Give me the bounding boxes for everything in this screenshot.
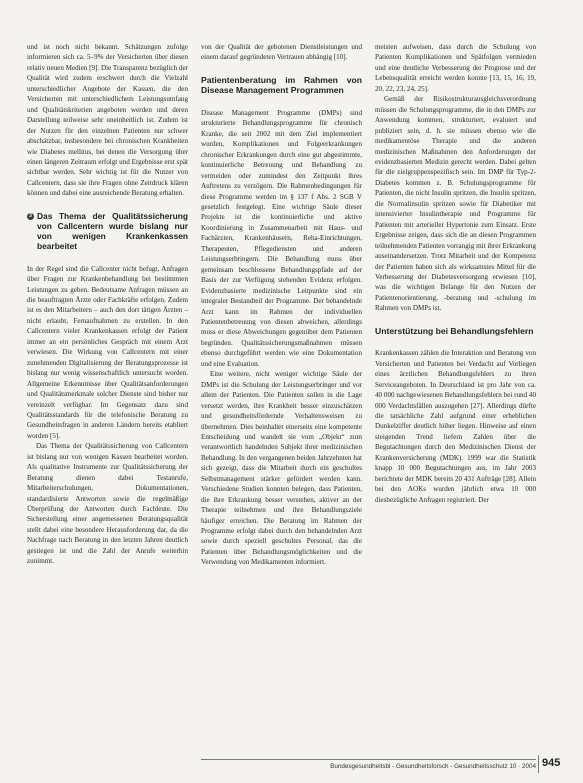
paragraph: Krankenkassen zählen die Interaktion und Beratung von Versicherten und Patienten bei Verdacht auf Vorliegen eines ärztlichen Behandlungsfehlers zu ihren Serviceangeboten. In Deutschland ist pro Jahr von ca. 40 000 nachgewiesenen Behandlungsfehlern bei rund 40 000 Verdachtsfällen auszugehen [27]. Allerdings dürfte die tatsächliche Zahl aufgrund einer erheblichen Dunkelziffer deutlich höher liegen. Hinweise auf einen steigenden Trend liefern Zahlen über die Begutachtungen durch den Medizinischen Dienst der Krankenversicherung (MDK). 1999 war die Statistik knapp 10 000 Begutachtungen aus, im Jahr 2003 berichtete der MDK bereits 20 431 Aufträge [28]. Allein bei den AOKs wurden jährlich etwa 10 000 diesbezügliche Anfragen registriert. Der <box>375 349 536 504</box>
section-heading: Patientenberatung im Rahmen von Disease Management Programmen <box>201 74 362 96</box>
paragraph: Disease Management Programme (DMPs) sind strukturierte Behandlungsprogramme für chronisch Kranke, die seit 2002 mit dem Ziel implementiert wurden, Komplikationen und Folgeerkrankungen chronischer Erkrankungen durch eine gut abgestimmte, kontinuierliche Betreuung und Behandlung zu vermeiden oder zumindest den Zeitpunkt ihres Auftretens zu verzögern. Die Rahmenbedingungen für diese Programme werden im § 137 f Abs. 2 SGB V gesetzlich festgelegt. Eine wichtige Säule dieser Projekte ist die kontinuierliche und aktive Koordinierung in Zusammenarbeit mit Haus- und Fachärzten, Krankenhäusern, Reha-Einrichtungen, Therapeuten, Pflegediensten und anderen Leistungserbringern. Die Behandlung muss über gemeinsam beschlossene Behandlungspfade auf der Basis der zur Verfügung stehenden Evidenz erfolgen. Evidenzbasierte medizinische Leitpunkte sind ein integraler Bestandteil der Programme. Der behandelnde Arzt kann im Rahmen der individuellen Patientenbetreuung von diesen abweichen, allerdings muss er diese Abweichungen gegenüber dem Patienten begründen. Qualitätssicherungsmaßnahmen müssen ebenso durchgeführt werden wie eine Dokumentation und eine Evaluation. <box>201 108 362 368</box>
text-column-3 <box>375 42 536 505</box>
question-heading-text: Das Thema der Qualitätssicherung von Callcentern wurde bislang nur von wenigen Krankenkassen bearbeitet <box>37 210 188 252</box>
numbered-bullet-icon: 3 <box>27 213 34 220</box>
text-column-1 <box>27 42 188 567</box>
journal-footer: Bundesgesundheitsbl - Gesundheitsforsch - Gesundheitsschutz 10 · 2004 <box>330 763 536 770</box>
question-heading <box>27 211 188 252</box>
paragraph: Eine weitere, nicht weniger wichtige Säule der DMPs ist die Schulung der Leistungserbringer und vor allem der Patienten. Die Patienten sollen in die Lage versetzt werden, ihre Krankheit besser einzuschätzen und gesundheitsfördernde Verhaltensweisen zu übernehmen. Dies beinhaltet einerseits eine kompetente Entscheidung und wandelt sie vom „Objekt“ zum verantwortlich handelnden Subjekt ihrer medizinischen Behandlung. In den vergangenen beiden Jahrzehnten hat sich gezeigt, dass die Mitarbeit durch ein geschultes Selbstmanagement stärker gefördert werden kann. Verschiedene Studien konnten belegen, dass Patienten, die ihre Erkrankung besser verstehen, aktiver an der Therapie teilnehmen und ihre Behandlungsziele häufiger erreichen. Die Beratung im Rahmen der Programme erfolgt dabei durch den behandelnden Arzt sowie durch speziell geschultes Personal, das die Patienten über Behandlungsmöglichkeiten und die Verwendung von Medikamenten informiert. <box>201 370 362 567</box>
page-number-divider <box>538 755 539 773</box>
section-heading: Unterstützung bei Behandlungsfehlern <box>375 325 534 336</box>
paragraph: von der Qualität der gebotenen Dienstleistungen und einem darauf gegründeten Vertrauen abhängig [10]. <box>201 43 362 62</box>
paragraph: und ist noch nicht bekannt. Schätzungen zufolge informieren sich ca. 5–9% der Versicherten über diesen relativ neuen Medien [9]. Die Transparenz bezüglich der Qualität wird zudem erschwert durch die Vielzahl unterschiedlicher Angebote der Kassen, die den Versicherten mit unterschiedlichem Leistungsumfang und Qualitätskriterien angeboten werden und deren Darstellung teilweise sehr uneinheitlich ist. Zudem ist der Nutzen für den einzelnen Patienten nur schwer abschätzbar, insbesondere bei chronischen Krankheiten wie Diabetes mellitus, bei denen die Versorgung über einen längeren Zeitraum erfolgt und Ergebnisse erst spät sichtbar werden. Sehr wichtig ist für die Nutzer von Callcentern, dass sie ihre Fragen ohne Zeitdruck klären können und dabei eine ausreichende Beratung erhalten. <box>27 43 188 198</box>
paragraph: In der Regel sind die Callcenter nicht befugt, Anfragen über Fragen zur Krankenbehandlung bei bestimmten Leistungen zu geben. Bedeutsame Anfragen müssen an die beauftragten Ärzte oder Fachkräfte erfolgen. Zudem ist es den Mitarbeitern – auch den dort tätigen Ärzten – nicht erlaubt, Fernaufnahmen zu erstellen. In den Callcentern vieler Krankenkassen erfolgt der Patient immer an ein persönliches Gespräch mit einem Arzt verwiesen. Die Wirkung von Callcentern mit einer zunehmenden Digitalisierung der Beratungsprozesse ist bislang nur wenig wissenschaftlich untersucht worden. Allgemeine Erkenntnisse über Qualitätsanforderungen und Qualitätsmerkmale solcher Dienste sind bisher nur vereinzelt verfügbar. Im Gegensatz dazu sind Qualitätsstandards für die telefonische Beratung zu Gesundheitsfragen in anderen Ländern bereits etabliert worden [5]. <box>27 264 188 440</box>
paragraph: meisten aufweisen, dass durch die Schulung von Patienten Komplikationen und Spätfolgen vermieden und eine deutliche Verbesserung der Prognose und der Lebensqualität erreicht werden konnte [13, 15, 16, 19, 20, 22, 23, 24, 25]. <box>375 43 536 93</box>
text-column-2 <box>201 42 362 568</box>
paragraph: Gemäß der Risikostrukturausgleichsverordnung müssen die Schulungsprogramme, die in den DMPs zur Anwendung kommen, strukturiert, evaluiert und publiziert sein, d. h. sie müssen ebenso wie die medikamentöse Therapie und die anderen medizinischen Maßnahmen den Anforderungen der evidenzbasierten Medizin gerecht werden. Dabei gelten für die zielgruppenspezifisch sein. Im DMP für Typ-2-Diabetes kommen z. B. Schulungsprogramme für Patienten, die nicht Insulin spritzen, die Insulin spritzen, die Normalinsulin spritzen sowie für Diabetiker mit intensivierter Insulintherapie und Programme für Patienten mit arterieller Hypertonie zum Einsatz. Erste Ergebnisse zeigen, dass sich die an diesen Programmen teilnehmenden Patienten vorrangig mit ihrer Erkrankung auseinandersetzen. Trotz Mitarbeit und der Kompetenz der Patienten haben sich als wirksamstes Mittel für die Verbesserung der Diabetesversorgung erwiesen [10], was die wichtigen Belange für den Nutzen der Patientenorientierung, -beratung und -schulung im Rahmen von DMPs ist. <box>375 95 536 313</box>
footer-divider <box>201 759 536 760</box>
page-number: 945 <box>542 757 561 769</box>
paragraph: Das Thema der Qualitätssicherung von Callcentern ist bislang nur von wenigen Kassen bearbeitet worden. Als qualitative Instrumente zur Qualitätssicherung der Beratung dienen dabei Testanrufe, Mitarbeiterschulungen, Dokumentationen, standardisierte Antworten sowie die regelmäßige Überprüfung der Antworten durch Fachleute. Die Sicherstellung einer angemessenen Beratungsqualität stellt dabei eine besondere Herausforderung dar, da die Nachfrage nach Beratung in den letzten Jahren deutlich gestiegen ist und die Zahl der Anrufe weiterhin zunimmt. <box>27 442 188 566</box>
